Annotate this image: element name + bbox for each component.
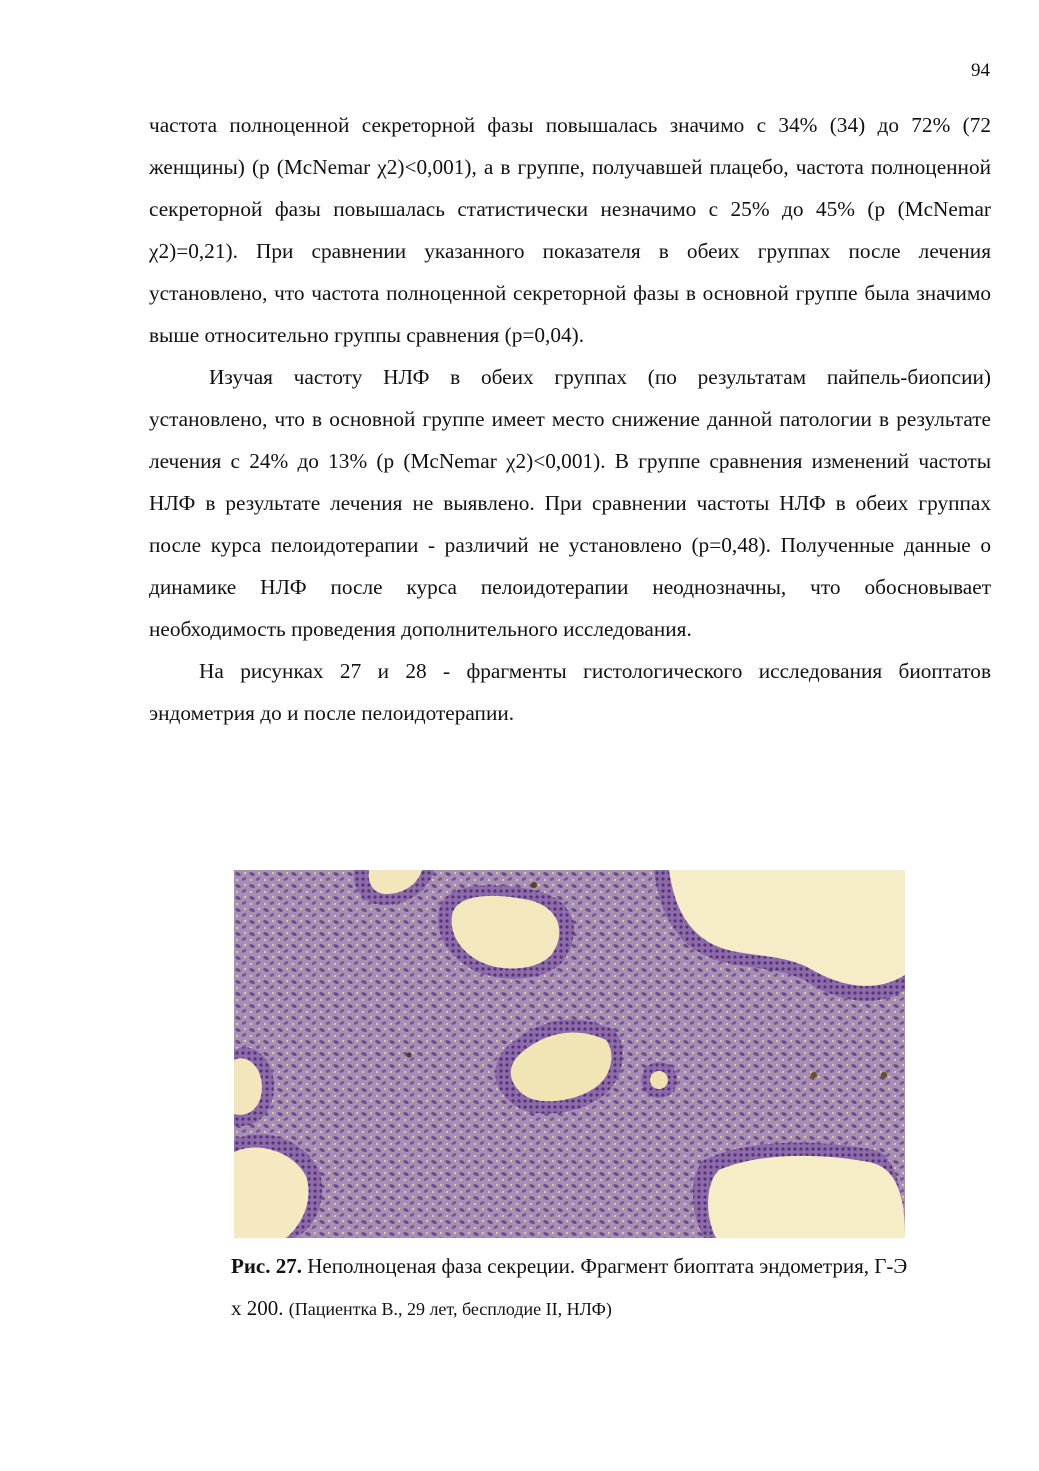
caption-label: Рис. 27. (231, 1254, 302, 1278)
histology-micrograph (234, 870, 905, 1238)
paragraph-1: частота полноценной секреторной фазы повышалась значимо с 34% (34) до 72% (72 женщины) (р (McNemar χ2)<0,001), а в группе, получавшей плацебо, частота полноценной секреторной фазы повышалась статистически незначимо с 25% до 45% (р (McNemar χ2)=0,21). При сравнении указанного показателя в обеих группах после лечения установлено, что частота полноценной секреторной фазы в основной группе была значимо выше относительно группы сравнения (р=0,04). (149, 113, 991, 347)
figure-caption (231, 1245, 911, 1330)
caption-note: (Пациентка В., 29 лет, бесплодие II, НЛФ) (288, 1299, 612, 1319)
paragraph-3: На рисунках 27 и 28 - фрагменты гистологического исследования биоптатов эндометрия до и после пелоидотерапии. (149, 659, 991, 725)
caption-text: Неполноценая фаза секреции. Фрагмент биоптата эндометрия, Г-Э х 200. (231, 1254, 908, 1320)
body-text (149, 104, 991, 734)
page-number: 94 (971, 60, 990, 81)
paragraph-2: Изучая частоту НЛФ в обеих группах (по результатам пайпель-биопсии) установлено, что в основной группе имеет место снижение данной патологии в результате лечения с 24% до 13% (р (McNemar χ2)<0,001). В группе сравнения изменений частоты НЛФ в результате лечения не выявлено. При сравнении частоты НЛФ в обеих группах после курса пелоидотерапии - различий не установлено (р=0,48). Полученные данные о динамике НЛФ после курса пелоидотерапии неоднозначны, что обосновывает необходимость проведения дополнительного исследования. (149, 365, 991, 641)
